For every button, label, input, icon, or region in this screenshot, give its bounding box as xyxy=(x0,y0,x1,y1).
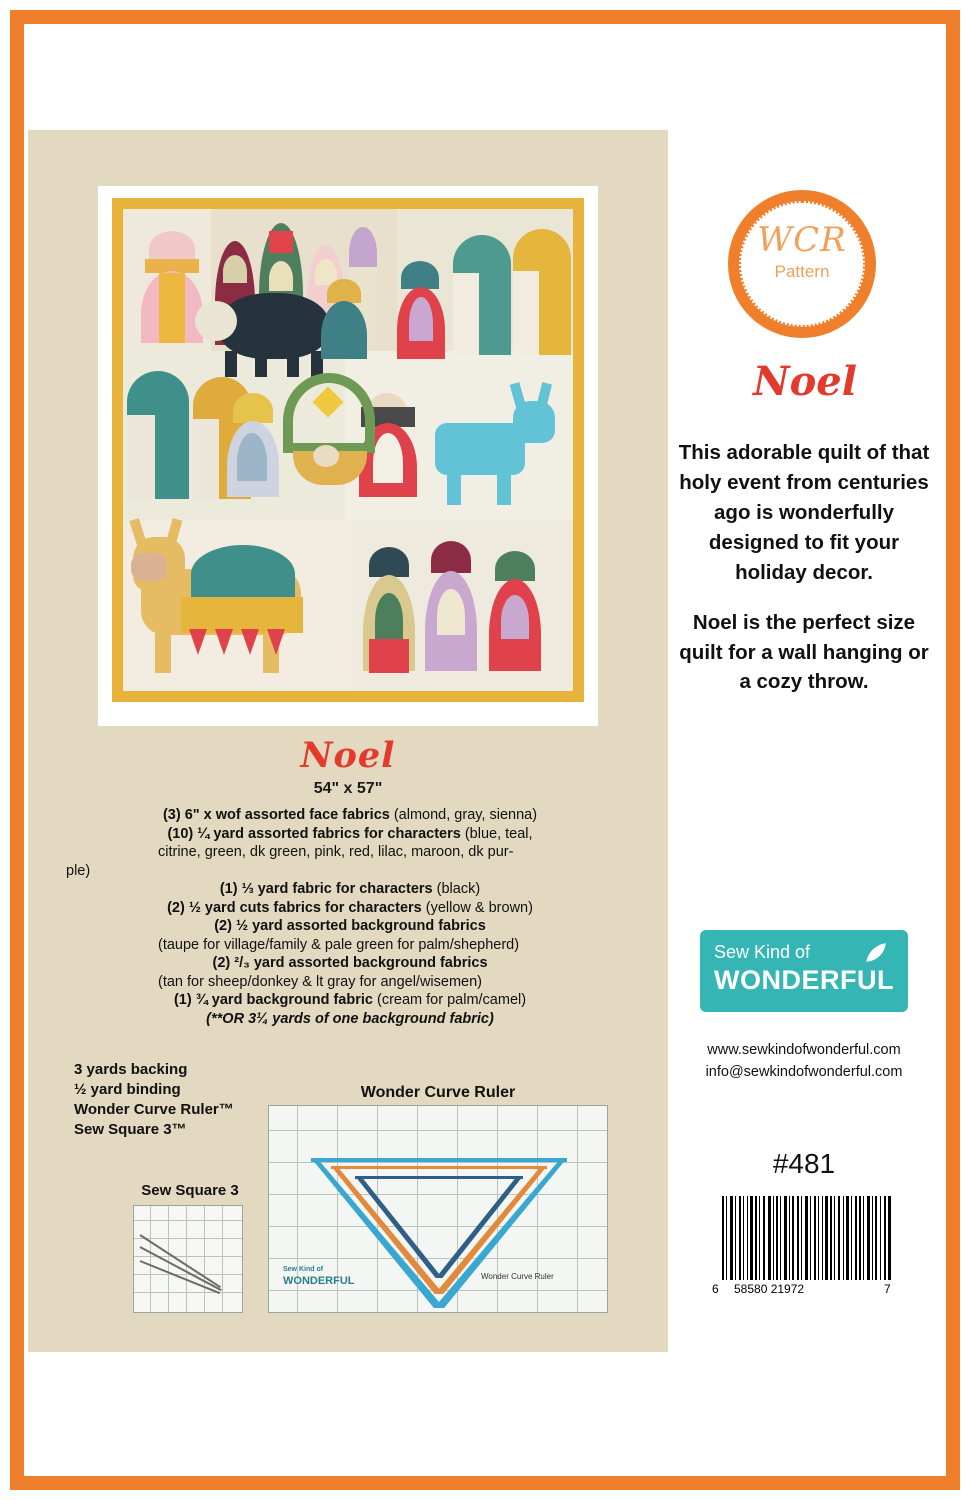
sew-square-3-label: Sew Square 3 xyxy=(141,1182,239,1199)
material-line: (tan for sheep/donkey & lt gray for angel/wisemen) xyxy=(158,973,482,990)
supply-item: Sew Square 3™ xyxy=(74,1120,187,1138)
quilt-title-left: Noel xyxy=(300,735,396,776)
material-line: (1) ⅓ yard fabric for characters (black) xyxy=(219,881,481,898)
material-line: (2) ½ yard assorted background fabrics xyxy=(214,918,486,935)
material-line: (10) ¼ yard assorted fabrics for characters (blue, teal, xyxy=(167,825,533,842)
website-link[interactable]: www.sewkindofwonderful.com xyxy=(707,1042,901,1058)
supplies-list xyxy=(74,1060,234,1140)
wonder-curve-ruler-label: Wonder Curve Ruler xyxy=(360,1084,516,1101)
ruler-brand-2: WONDERFUL xyxy=(283,1275,355,1287)
material-line: (2) ½ yard cuts fabrics for characters (yellow & brown) xyxy=(167,899,533,916)
wonder-curve-ruler-image xyxy=(268,1105,608,1313)
leaf-icon xyxy=(862,940,888,966)
barcode-digit-right: 7 xyxy=(884,1282,891,1296)
pattern-title: Noel xyxy=(753,358,857,405)
supply-item: Wonder Curve Ruler™ xyxy=(74,1100,234,1118)
barcode xyxy=(712,1196,898,1300)
ruler-name: Wonder Curve Ruler xyxy=(481,1272,554,1281)
email-link[interactable]: info@sewkindofwonderful.com xyxy=(705,1063,903,1080)
quilt-dimensions: 54" x 57" xyxy=(313,780,383,797)
material-line: (3) 6" x wof assorted face fabrics (almond, gray, sienna) xyxy=(162,807,538,823)
quilt-photo xyxy=(112,198,584,702)
barcode-digit-left: 6 xyxy=(712,1282,719,1296)
logo-line-2: WONDERFUL xyxy=(714,965,894,995)
material-line: (taupe for village/family & pale green for palm/shepherd) xyxy=(158,936,520,953)
badge-title: WCR xyxy=(757,220,847,260)
supply-item: 3 yards backing xyxy=(74,1061,188,1078)
contact-links xyxy=(668,1040,940,1084)
brand-logo xyxy=(700,930,908,1012)
material-line: (1) ¾ yard background fabric (cream for palm/camel) xyxy=(173,992,527,1009)
material-line: citrine, green, dk green, pink, red, lilac, maroon, dk pur- xyxy=(158,844,514,861)
materials-list xyxy=(66,806,634,1029)
barcode-bars xyxy=(722,1196,892,1280)
supply-item: ½ yard binding xyxy=(74,1080,181,1098)
pattern-description xyxy=(678,438,930,697)
barcode-digit-main: 58580 21972 xyxy=(734,1282,805,1296)
quilt-photo-blocks xyxy=(115,201,581,699)
logo-line-1: Sew Kind of xyxy=(714,942,811,962)
material-line: (**OR 3¼ yards of one background fabric) xyxy=(206,1011,494,1028)
pattern-sku: #481 xyxy=(772,1148,836,1179)
material-line: ple) xyxy=(66,862,91,879)
badge-subtitle: Pattern xyxy=(774,262,830,281)
description-paragraph: Noel is the perfect size quilt for a wall hanging or a cozy throw. xyxy=(679,610,929,694)
material-line: (2) ²/₃ yard assorted background fabrics xyxy=(212,955,488,972)
wcr-pattern-badge xyxy=(728,190,876,338)
ruler-brand-1: Sew Kind of xyxy=(283,1266,324,1273)
sew-square-3-image xyxy=(133,1205,243,1313)
description-paragraph: This adorable quilt of that holy event from centuries ago is wonderfully designed to fit your holiday decor. xyxy=(678,441,930,584)
